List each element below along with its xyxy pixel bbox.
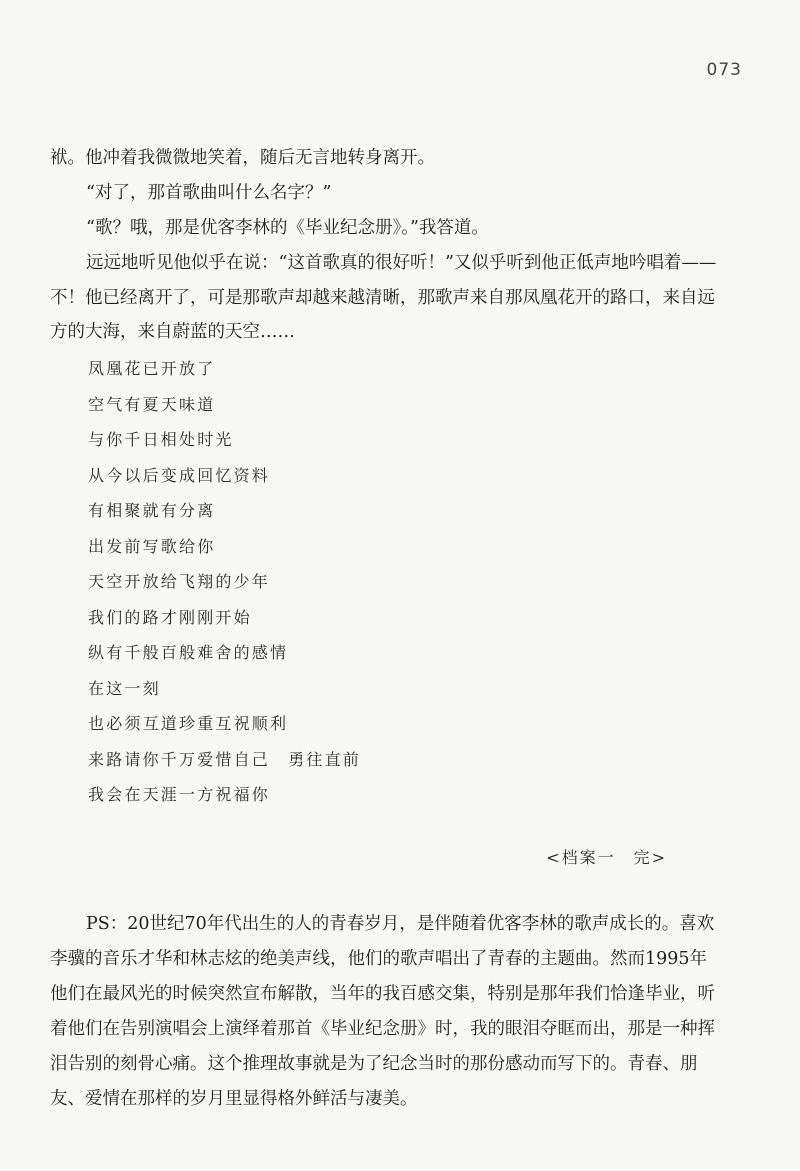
paragraph-narration: 远远地听见他似乎在说：“这首歌真的很好听！”又似乎听到他正低声地吟唱着——不！他已经离开了，可是那歌声却越来越清晰，那歌声来自那凤凰花开的路口，来自远方的大海，来自蔚蓝的天空……: [50, 253, 717, 342]
lyric-line: 有相聚就有分离: [88, 501, 216, 520]
lyric-line: 也必须互道珍重互祝顺利: [88, 714, 289, 733]
paragraph-continuation: 袱。他冲着我微微地笑着，随后无言地转身离开。: [50, 148, 435, 168]
lyric-line: 空气有夏天味道: [88, 394, 216, 414]
lyric-line: 天空开放给飞翔的少年: [88, 572, 271, 591]
postscript: PS：20世纪70年代出生的人的青春岁月，是伴随着优客李林的歌声成长的。喜欢李骥的音乐才华和林志炫的绝美声线，他们的歌声唱出了青春的主题曲。然而1995年他们在最风光的时候突然宣布解散，当年的我百感交集，特别是那年我们恰逢毕业，听着他们在告别演唱会上演绎着那首《毕业纪念册》时，我的眼泪夺眶而出，那是一种挥泪告别的刻骨心痛。这个推理故事就是为了纪念当时的那份感动而写下的。青春、朋友、爱情在那样的岁月里显得格外鲜活与凄美。: [50, 914, 715, 1109]
lyric-line: 出发前写歌给你: [88, 536, 216, 556]
song-lyrics: [88, 351, 361, 813]
lyric-line: 来路请你千万爱惜自己 勇往直前: [88, 749, 362, 769]
lyric-line: 从今以后变成回忆资料: [88, 465, 271, 485]
paragraph-dialogue-1: “对了，那首歌曲叫什么名字？”: [86, 183, 332, 203]
lyric-line: 在这一刻: [88, 678, 161, 698]
chapter-end-mark: <档案一 完>: [546, 848, 667, 867]
lyric-line: 我会在天涯一方祝福你: [88, 785, 271, 804]
lyric-line: 与你千日相处时光: [88, 430, 234, 449]
lyric-line: 凤凰花已开放了: [88, 359, 216, 378]
lyric-line: 纵有千般百般难舍的感情: [88, 643, 289, 662]
page-number: 073: [706, 60, 742, 80]
paragraph-dialogue-2: “歌？哦，那是优客李林的《毕业纪念册》。”我答道。: [86, 218, 489, 238]
lyric-line: 我们的路才刚刚开始: [88, 607, 252, 627]
